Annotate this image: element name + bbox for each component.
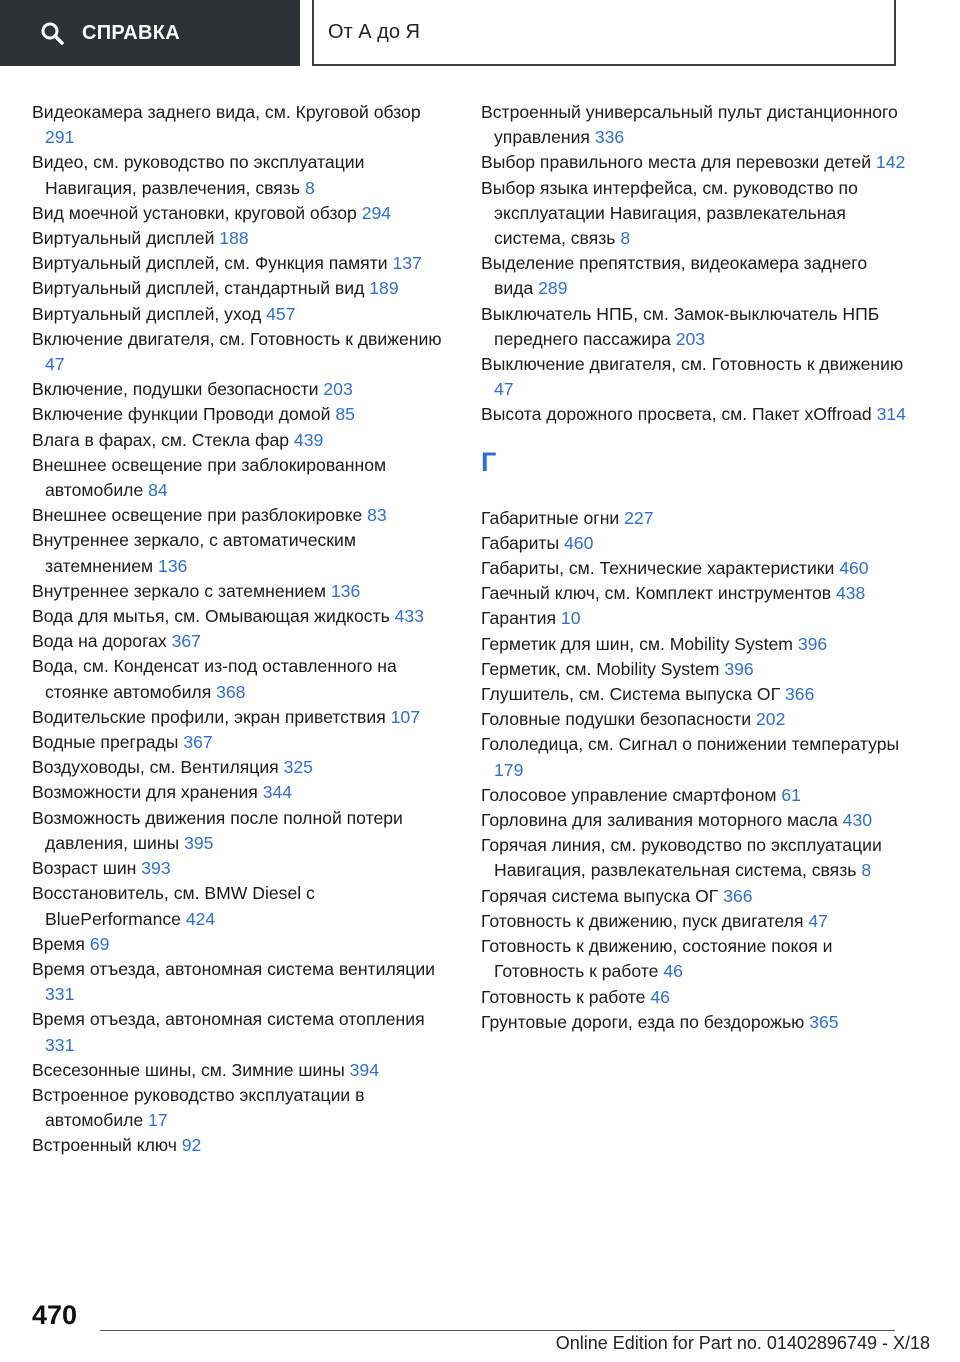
page-link[interactable]: 227 xyxy=(624,507,654,528)
entry-text: Герметик для шин, см. Mobility System xyxy=(481,633,798,654)
entry-text: Высота дорожного просвета, см. Пакет xOffroad xyxy=(481,404,877,425)
index-entry xyxy=(32,1007,452,1057)
index-entry xyxy=(32,1133,452,1158)
index-entry xyxy=(481,934,911,984)
page-link[interactable]: 136 xyxy=(158,555,188,576)
index-entry xyxy=(481,176,911,252)
search-icon xyxy=(40,21,64,45)
entry-text: Влага в фарах, см. Стекла фар xyxy=(32,429,294,450)
entry-text: Включение функции Проводи домой xyxy=(32,404,336,425)
page-link[interactable]: 331 xyxy=(45,1034,75,1055)
entry-text: Возможности для хранения xyxy=(32,782,263,803)
page-link[interactable]: 47 xyxy=(808,910,828,931)
entry-text: Вода, см. Конденсат из-под оставленного на стоянке автомобиля xyxy=(32,656,397,702)
index-entry xyxy=(32,453,452,503)
entry-text: Восстановитель, см. BMW Diesel с BluePerformance xyxy=(32,883,315,929)
footer-edition: Online Edition for Part no. 01402896749 - X/18 xyxy=(555,1333,930,1353)
index-entry xyxy=(32,327,452,377)
page-link[interactable]: 367 xyxy=(171,631,201,652)
page-link[interactable]: 92 xyxy=(181,1135,202,1156)
entry-text: Выключатель НПБ, см. Замок-выключатель НПБ переднего пассажира xyxy=(481,303,880,349)
page-link[interactable]: 202 xyxy=(756,709,786,730)
footer-divider xyxy=(100,1330,895,1331)
page-link[interactable]: 83 xyxy=(367,505,387,526)
entry-text: Включение, подушки безопасности xyxy=(32,379,324,400)
page-link[interactable]: 365 xyxy=(809,1011,839,1032)
entry-text: Внутреннее зеркало с затемнением xyxy=(32,580,331,601)
index-entry xyxy=(32,251,452,276)
entry-text: Готовность к работе xyxy=(481,986,651,1007)
page-link[interactable]: 366 xyxy=(723,885,753,906)
help-button[interactable] xyxy=(0,0,300,66)
index-entry xyxy=(32,579,452,604)
page-link[interactable]: 142 xyxy=(875,152,906,173)
index-entry xyxy=(32,932,452,957)
page-link[interactable]: 394 xyxy=(349,1059,379,1080)
entry-text: Горячая система выпуска ОГ xyxy=(481,885,724,906)
index-entry xyxy=(32,503,452,528)
index-entry xyxy=(32,705,452,730)
index-entry xyxy=(481,707,911,732)
entry-text: Включение двигателя, см. Готовность к движению xyxy=(32,328,442,349)
index-entry xyxy=(32,1058,452,1083)
index-entry xyxy=(32,402,452,427)
index-entry xyxy=(481,581,911,606)
index-entry xyxy=(481,100,911,150)
entry-text: Время отъезда, автономная система отопления xyxy=(32,1009,425,1030)
page-link[interactable]: 314 xyxy=(876,404,906,425)
entry-text: Внутреннее зеркало, с автоматическим затемнением xyxy=(32,530,356,576)
page-link[interactable]: 8 xyxy=(861,860,872,881)
index-entry xyxy=(32,881,452,931)
entry-text: Габариты, см. Технические характеристики xyxy=(481,558,840,579)
page-link[interactable]: 291 xyxy=(45,127,75,148)
entry-text: Готовность к движению, состояние покоя и Готовность к работе xyxy=(481,936,833,982)
index-entry xyxy=(481,909,911,934)
letter-heading: Г xyxy=(481,446,497,477)
entry-text: Гарантия xyxy=(481,608,561,629)
page-link[interactable]: 46 xyxy=(650,986,670,1007)
page-link[interactable]: 69 xyxy=(89,933,110,954)
index-entry xyxy=(481,506,911,531)
page-link[interactable]: 203 xyxy=(675,328,706,349)
entry-text: Встроенное руководство эксплуатации в автомобиле xyxy=(32,1084,365,1131)
page-link[interactable]: 10 xyxy=(560,608,581,629)
entry-text: Видеокамера заднего вида, см. Круговой обзор xyxy=(32,102,421,122)
index-entry xyxy=(32,377,452,402)
entry-text: Возраст шин xyxy=(32,858,142,879)
entry-text: Гололедица, см. Сигнал о понижении температуры xyxy=(481,734,900,755)
index-entry xyxy=(32,1083,452,1133)
entry-text: Вода на дорогах xyxy=(32,631,172,652)
entry-text: Воздуховоды, см. Вентиляция xyxy=(32,757,284,778)
entry-text: Готовность к движению, пуск двигателя xyxy=(481,910,809,931)
index-entry xyxy=(32,654,452,704)
page-link[interactable]: 457 xyxy=(266,303,296,324)
page-link[interactable]: 438 xyxy=(835,583,866,604)
index-entry xyxy=(32,428,452,453)
page-link[interactable]: 188 xyxy=(219,228,249,249)
index-entry xyxy=(32,604,452,629)
index-entry xyxy=(32,528,452,578)
index-entry xyxy=(481,732,911,782)
index-entry xyxy=(32,629,452,654)
index-entry xyxy=(32,806,452,856)
index-entry xyxy=(32,302,452,327)
page-link[interactable]: 367 xyxy=(183,732,213,753)
index-entry xyxy=(481,833,911,883)
page-link[interactable]: 396 xyxy=(797,633,828,654)
page-link[interactable]: 439 xyxy=(293,429,324,450)
entry-text: Горячая линия, см. руководство по эксплуатации Навигация, развлекательная система, связь xyxy=(481,835,882,881)
page-link[interactable]: 179 xyxy=(494,759,524,780)
index-entry xyxy=(481,150,911,175)
page-link[interactable]: 137 xyxy=(392,253,422,274)
help-label: СПРАВКА xyxy=(82,21,181,44)
page-link[interactable]: 325 xyxy=(283,757,313,778)
index-entry xyxy=(481,632,911,657)
entry-text: Водительские профили, экран приветствия xyxy=(32,706,391,727)
entry-text: Внешнее освещение при разблокировке xyxy=(32,505,368,526)
entry-text: Голосовое управление смартфоном xyxy=(481,784,782,805)
page-link[interactable]: 8 xyxy=(620,228,631,249)
index-entry xyxy=(32,780,452,805)
page-link[interactable]: 189 xyxy=(369,278,399,299)
entry-text: Виртуальный дисплей xyxy=(32,228,220,249)
index-entry xyxy=(481,985,911,1010)
index-column-right xyxy=(481,100,911,1035)
entry-text: Выбор языка интерфейса, см. руководство по эксплуатации Навигация, развлекательная система, связь xyxy=(481,177,858,249)
page-link[interactable]: 47 xyxy=(45,354,65,375)
entry-text: Виртуальный дисплей, уход xyxy=(32,303,267,324)
page-link[interactable]: 396 xyxy=(724,658,754,679)
entry-text: Габаритные огни xyxy=(481,507,625,528)
index-entry xyxy=(481,808,911,833)
index-entry xyxy=(481,657,911,682)
page-link[interactable]: 289 xyxy=(538,278,568,299)
index-entry xyxy=(32,730,452,755)
index-entry xyxy=(481,556,911,581)
entry-text: Выключение двигателя, см. Готовность к движению xyxy=(481,354,904,375)
page-link[interactable]: 460 xyxy=(564,532,594,553)
page-link[interactable]: 8 xyxy=(304,177,315,198)
index-entry xyxy=(32,276,452,301)
page-link[interactable]: 424 xyxy=(185,908,216,929)
entry-text: Время отъезда, автономная система вентиляции xyxy=(32,958,435,979)
entry-text: Виртуальный дисплей, стандартный вид xyxy=(32,278,370,299)
entry-text: Возможность движения после полной потери давления, шины xyxy=(32,807,403,853)
index-entry xyxy=(481,1010,911,1035)
index-entry xyxy=(481,402,911,427)
entry-text: Всесезонные шины, см. Зимние шины xyxy=(32,1059,350,1080)
page-link[interactable]: 17 xyxy=(148,1110,168,1131)
entry-text: Встроенный ключ xyxy=(32,1135,182,1156)
entry-text: Вода для мытья, см. Омывающая жидкость xyxy=(32,606,395,627)
index-entry xyxy=(481,783,911,808)
entry-text: Виртуальный дисплей, см. Функция памяти xyxy=(32,253,393,274)
entry-text: Встроенный универсальный пульт дистанционного управления xyxy=(481,102,898,148)
index-entry xyxy=(32,201,452,226)
index-entry xyxy=(32,226,452,251)
page-link[interactable]: 294 xyxy=(361,202,392,223)
index-entry xyxy=(32,856,452,881)
page-number: 470 xyxy=(32,1300,78,1330)
entry-text: Грунтовые дороги, езда по бездорожью xyxy=(481,1011,810,1032)
page-link[interactable]: 61 xyxy=(781,784,801,805)
index-entry xyxy=(481,884,911,909)
entry-text: Вид моечной установки, круговой обзор xyxy=(32,202,362,223)
entry-text: Гаечный ключ, см. Комплект инструментов xyxy=(481,583,836,604)
entry-text: Выбор правильного места для перевозки детей xyxy=(481,152,876,173)
page-link[interactable]: 46 xyxy=(663,961,683,982)
entry-text: Горловина для заливания моторного масла xyxy=(481,810,843,831)
page-link[interactable]: 84 xyxy=(148,480,168,501)
entry-text: Водные преграды xyxy=(32,732,184,753)
entry-text: Внешнее освещение при заблокированном автомобиле xyxy=(32,454,387,501)
page-link[interactable]: 433 xyxy=(394,606,424,627)
page-link[interactable]: 393 xyxy=(141,858,171,879)
index-entry xyxy=(481,606,911,631)
index-entry xyxy=(481,531,911,556)
index-entry xyxy=(481,302,911,352)
page-link[interactable]: 203 xyxy=(323,379,353,400)
page-link[interactable]: 331 xyxy=(45,984,75,1005)
top-bar xyxy=(0,0,960,66)
page-link[interactable]: 430 xyxy=(842,810,873,831)
entry-text: Глушитель, см. Система выпуска ОГ xyxy=(481,684,785,705)
entry-text: Выделение препятствия, видеокамера заднего вида xyxy=(481,253,868,299)
tab-a-to-z[interactable]: От А до Я xyxy=(312,0,896,66)
entry-text: Головные подушки безопасности xyxy=(481,709,757,730)
index-entry xyxy=(32,150,452,200)
page-link[interactable]: 368 xyxy=(216,681,246,702)
page-link[interactable]: 395 xyxy=(184,832,214,853)
page-link[interactable]: 85 xyxy=(335,404,355,425)
index-entry xyxy=(32,755,452,780)
index-entry xyxy=(32,957,452,1007)
page-link[interactable]: 336 xyxy=(594,127,625,148)
index-entry xyxy=(481,682,911,707)
page-link[interactable]: 366 xyxy=(785,684,815,705)
index-column-left xyxy=(32,100,452,1159)
entry-text: Время xyxy=(32,933,90,954)
page-link[interactable]: 344 xyxy=(262,782,293,803)
index-entry xyxy=(481,251,911,301)
entry-text: Герметик, см. Mobility System xyxy=(481,658,725,679)
page-link[interactable]: 460 xyxy=(839,558,869,579)
entry-text: Видео, см. руководство по эксплуатации Навигация, развлечения, связь xyxy=(32,152,365,198)
page-link[interactable]: 107 xyxy=(390,706,420,727)
page-link[interactable]: 47 xyxy=(494,379,514,400)
index-entry xyxy=(481,352,911,402)
entry-text: Габариты xyxy=(481,532,564,553)
page-link[interactable]: 136 xyxy=(330,580,361,601)
index-entry xyxy=(32,100,452,150)
